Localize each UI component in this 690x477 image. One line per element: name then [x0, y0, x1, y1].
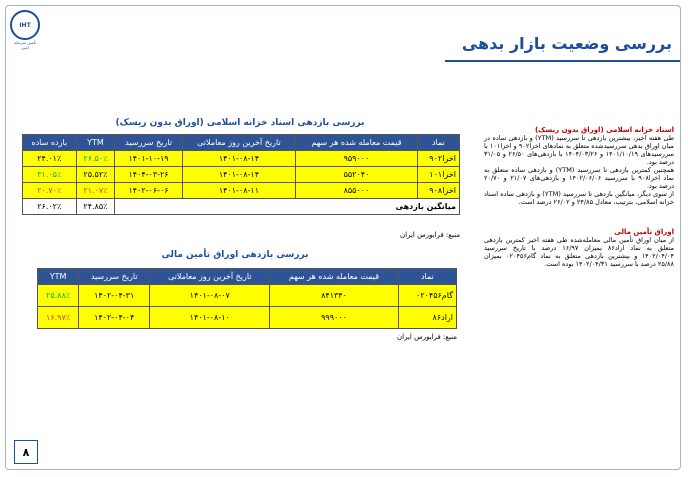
table2-source: منبع: فرابورس ایران: [397, 333, 457, 341]
commentary-column: [484, 126, 674, 268]
cell-maturity: ۱۴۰۲-۰۴-۳۱: [79, 285, 150, 307]
cell-last-trade: ۱۴۰۱-۰۸-۱۴: [182, 167, 295, 183]
table-header-row: [38, 269, 457, 285]
logo-caption: [8, 40, 42, 50]
cell-ytm: ۲۶.۵۰٪: [76, 151, 115, 167]
treasury-paragraph-1: طی هفته اخیر، بیشترین بازدهی تا سررسید (YTM) و بازدهی ساده در میان اوراق بدهی سررسیدشده متعلق به نمادهای اخزا۹۰۲ و اخزا۱۰۱ با سررسیدهای ۱۴۰۱/۱۰/۱۹ و ۱۴۰۴/۰۳/۲۶ با بازدهی‌های ۲۶/۵۰ و ۳۱/۰۵ درصد بود.: [484, 134, 675, 166]
cell-price: ۵۵۲۰۴۰: [296, 167, 418, 183]
cell-symbol: اراد۸۶: [398, 307, 456, 329]
col-header-symbol: نماد: [417, 135, 459, 151]
logo-caption-line-2: امین: [21, 45, 29, 50]
cell-symbol: اخزا۹۰۸: [417, 183, 459, 199]
cell-last-trade: ۱۴۰۱-۰۸-۰۷: [150, 285, 270, 307]
average-simple-return: ۲۶.۰۲٪: [23, 199, 77, 215]
table-row: [38, 307, 457, 329]
treasury-heading: اسناد خزانه اسلامی (اوراق بدون ریسک): [534, 126, 674, 134]
financing-heading: اوراق تأمین مالی: [614, 228, 674, 236]
cell-last-trade: ۱۴۰۱-۰۸-۱۴: [182, 151, 295, 167]
table-row: [38, 285, 457, 307]
cell-symbol: اخزا۱۰۱: [417, 167, 459, 183]
cell-ytm: ۱۶.۹۷٪: [38, 307, 79, 329]
col-header-simple-return: بازده ساده: [23, 135, 77, 151]
cell-last-trade: ۱۴۰۱-۰۸-۱۱: [182, 183, 295, 199]
cell-last-trade: ۱۴۰۱-۰۸-۱۰: [150, 307, 270, 329]
cell-symbol: گام۰۲۰۴۵۶: [398, 285, 456, 307]
financing-paragraph: از میان اوراق تأمین مالی معامله‌شده طی هفته اخیر کمترین بازدهی متعلق به نماد اراد۸۶ بمیزان ۱۶/۹۷ درصد با تاریخ سررسید ۱۴۰۲/۰۴/۰۴ و بیشترین بازدهی متعلق به نماد گام۰۲۰۴۵۶ بمیزان ۲۵/۸۸ درصد با سررسید ۱۴۰۲/۰۴/۳۱ بوده است.: [484, 236, 675, 268]
cell-simple-return: ۲۰.۷۰٪: [23, 183, 77, 199]
table2-title: بررسی بازدهی اوراق تأمین مالی: [161, 250, 309, 260]
average-ytm: ۲۴.۸۵٪: [76, 199, 115, 215]
financing-bonds-table: [37, 268, 457, 329]
table-average-row: [23, 199, 460, 215]
page-number: ۸: [14, 440, 38, 464]
treasury-table: [22, 134, 460, 215]
company-logo: [10, 10, 40, 40]
col-header-ytm: YTM: [38, 269, 79, 285]
average-label: میانگین بازدهی: [115, 199, 460, 215]
table-row: [23, 151, 460, 167]
cell-maturity: ۱۴۰۲-۰۶-۰۶: [115, 183, 182, 199]
col-header-price: قیمت معامله شده هر سهم: [296, 135, 418, 151]
cell-price: ۹۵۹۰۰۰: [296, 151, 418, 167]
logo-text: IHT: [19, 21, 31, 29]
treasury-paragraph-3: از سوی دیگر، میانگین بازدهی تا سررسید (YTM) و بازدهی ساده اسناد خزانه اسلامی، بترتیب، معادل ۲۴/۸۵ و ۲۶/۰۲ درصد است.: [484, 190, 674, 206]
table-header-row: [23, 135, 460, 151]
cell-maturity: ۱۴۰۴-۰۳-۲۶: [115, 167, 182, 183]
cell-price: ۹۹۹۰۰۰: [270, 307, 399, 329]
title-underline: [445, 60, 680, 62]
cell-ytm: ۲۵.۸۸٪: [38, 285, 79, 307]
col-header-maturity: تاریخ سررسید: [115, 135, 182, 151]
cell-simple-return: ۲۴.۰۱٪: [23, 151, 77, 167]
col-header-last-trade: تاریخ آخرین روز معاملاتی: [182, 135, 295, 151]
table-row: [23, 183, 460, 199]
cell-price: ۸۵۵۰۰۰: [296, 183, 418, 199]
cell-ytm: ۲۵.۵۲٪: [76, 167, 115, 183]
table-row: [23, 167, 460, 183]
logo-caption-line-1: تأمین سرمایه: [13, 40, 37, 45]
cell-simple-return: ۳۱.۰۵٪: [23, 167, 77, 183]
col-header-last-trade: تاریخ آخرین روز معاملاتی: [150, 269, 270, 285]
cell-price: ۸۴۱۳۴۰: [270, 285, 399, 307]
cell-maturity: ۱۴۰۲-۰۴-۰۴: [79, 307, 150, 329]
cell-maturity: ۱۴۰۱-۱۰-۱۹: [115, 151, 182, 167]
col-header-ytm: YTM: [76, 135, 115, 151]
table1-source: منبع: فرابورس ایران: [400, 231, 460, 239]
col-header-symbol: نماد: [398, 269, 456, 285]
col-header-price: قیمت معامله شده هر سهم: [270, 269, 399, 285]
cell-symbol: اخزا۹۰۲: [417, 151, 459, 167]
page-title: بررسی وضعیت بازار بدهی: [461, 34, 672, 53]
cell-ytm: ۲۱.۰۷٪: [76, 183, 115, 199]
col-header-maturity: تاریخ سررسید: [79, 269, 150, 285]
table1-title: بررسی بازدهی اسناد خزانه اسلامی (اوراق بدون ریسک): [115, 118, 365, 128]
treasury-paragraph-2: همچنین کمترین بازدهی تا سررسید (YTM) و بازدهی ساده متعلق به نماد اخزا۹۰۸ با سررسید ۱۴۰۲/۰۶/۰۶ و بازدهی‌های ۲۱/۰۷ و ۲۰/۷۰ درصد بود.: [484, 166, 674, 190]
